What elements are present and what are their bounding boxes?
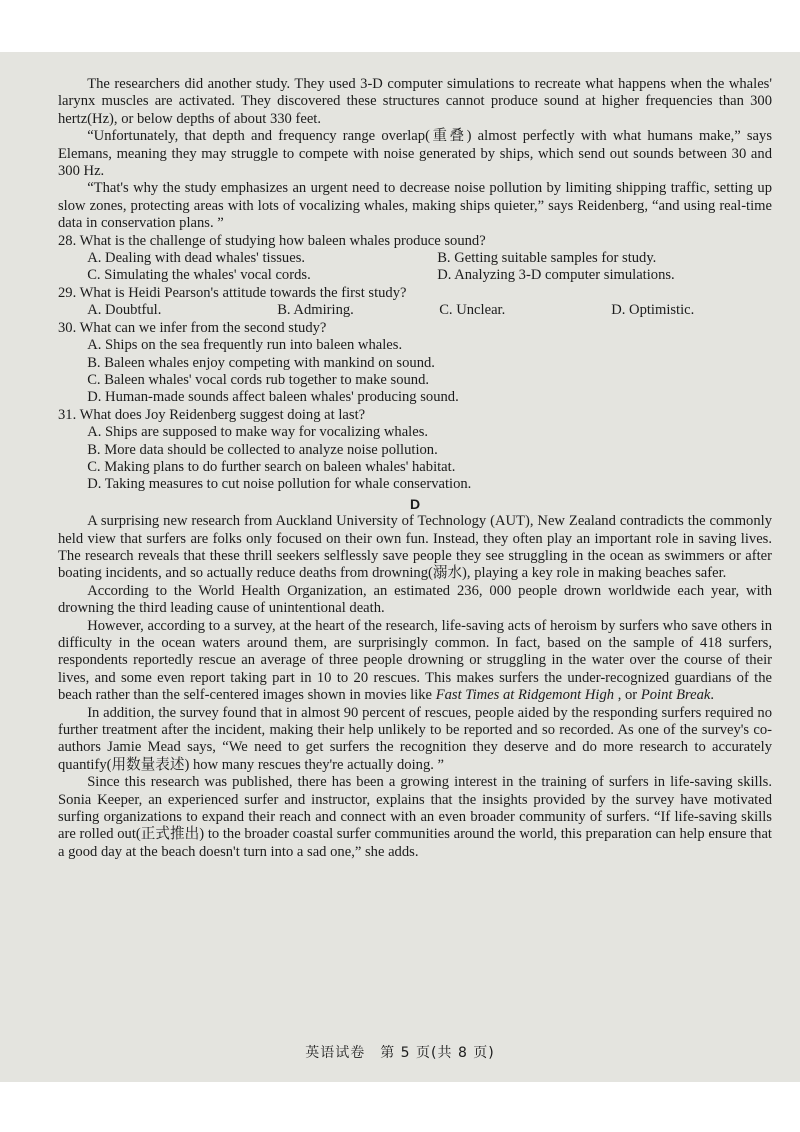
- exam-page: [0, 52, 800, 1082]
- option-a: A. Doubtful.: [87, 302, 162, 319]
- question-stem: 29. What is Heidi Pearson's attitude towards the first study?: [58, 284, 407, 301]
- question-stem: 31. What does Joy Reidenberg suggest doing at last?: [58, 406, 366, 423]
- question-28: [58, 233, 772, 285]
- paragraph-text: However, according to a survey, at the heart of the research, life-saving acts of heroism by surfers who save others in difficulty in the ocean waters around them, are surprisingly common. In fact, based on the sample of 418 surfers, respondents reportedly rescue an average of three people drowning or struggling in the water over the course of their lives, and some even report taking part in 10 to 20 rescues. This makes surfers the under-recognized guardians of the beach rather than the self-centered images shown in movies like: [58, 617, 772, 704]
- option-b: B. More data should be collected to analyze noise pollution.: [87, 441, 438, 458]
- question-30: [58, 320, 772, 407]
- option-b: B. Admiring.: [277, 302, 354, 319]
- option-a: A. Ships on the sea frequently run into baleen whales.: [87, 337, 403, 354]
- passage-d-paragraph-5: Since this research was published, there has been a growing interest in the training of surfers in life-saving skills. Sonia Keeper, an experienced surfer and instructor, explains that the insights provided by the survey have motivated surfing organizations to expand their reach and connect with an even broader community of surfers. “If life-saving skills are rolled out(正式推出) to the broader coastal surfer communities around the world, this preparation can help ensure that a good day at the beach doesn't turn into a sad one,” she adds.: [58, 774, 772, 860]
- question-options: [58, 302, 772, 319]
- page-footer: 英语试卷 第 5 页(共 8 页): [305, 1045, 495, 1061]
- option-d: D. Analyzing 3-D computer simulations.: [437, 267, 675, 284]
- question-options: [58, 250, 772, 285]
- page-content: [58, 76, 772, 861]
- question-29: [58, 285, 772, 320]
- question-stem: 28. What is the challenge of studying how baleen whales produce sound?: [58, 232, 486, 249]
- movie-title: Point Break: [640, 687, 711, 704]
- question-31: [58, 407, 772, 494]
- option-c: C. Baleen whales' vocal cords rub together to make sound.: [87, 371, 430, 388]
- option-c: C. Making plans to do further search on baleen whales' habitat.: [87, 458, 456, 475]
- passage-d-paragraph-4: In addition, the survey found that in almost 90 percent of rescues, people aided by the responding surfers required no further treatment after the incident, making their help unlikely to be reported and so recorded. As one of the survey's co-authors Jamie Mead says, “We need to get surfers the recognition they deserve and do more research to accurately quantify(用数量表述) how many rescues they're actually doing. ”: [58, 704, 772, 773]
- section-heading: D: [409, 495, 421, 512]
- passage-d-paragraph-3: [58, 618, 772, 705]
- paragraph-end: .: [710, 687, 715, 704]
- option-d: D. Human-made sounds affect baleen whales' producing sound.: [87, 389, 459, 406]
- option-a: A. Dealing with dead whales' tissues.: [87, 250, 306, 267]
- option-a: A. Ships are supposed to make way for vocalizing whales.: [87, 424, 429, 441]
- option-b: B. Getting suitable samples for study.: [437, 250, 657, 267]
- passage-c-paragraph-1: The researchers did another study. They used 3-D computer simulations to recreate what happens when the whales' larynx muscles are activated. They discovered these structures cannot produce sound at higher frequencies than 300 hertz(Hz), or below depths of about 330 feet.: [58, 76, 772, 127]
- option-d: D. Taking measures to cut noise pollution for whale conservation.: [87, 476, 472, 493]
- option-c: C. Simulating the whales' vocal cords.: [87, 267, 311, 284]
- question-stem: 30. What can we infer from the second study?: [58, 319, 327, 336]
- movie-title: Fast Times at Ridgemont High: [435, 687, 615, 704]
- passage-d-paragraph-1: A surprising new research from Auckland University of Technology (AUT), New Zealand contradicts the commonly held view that surfers are folks only focused on their own fun. Instead, they often play an important role in saving lives. The research reveals that these thrill seekers selflessly save people they see struggling in the ocean as swimmers or after boating incidents, and so actually reduce deaths from drowning(溺水), playing a key role in making beaches safer.: [58, 513, 772, 582]
- passage-d-paragraph-2: According to the World Health Organization, an estimated 236, 000 people drown worldwide each year, with drowning the third leading cause of unintentional death.: [58, 582, 772, 617]
- option-c: C. Unclear.: [439, 302, 506, 319]
- passage-c-paragraph-3: “That's why the study emphasizes an urgent need to decrease noise pollution by limiting shipping traffic, setting up slow zones, protecting areas with lots of vocalizing whales, making ships quieter,” says Reidenberg, “and using real-time data in conservation plans. ”: [58, 180, 772, 232]
- separator-text: , or: [614, 687, 641, 704]
- option-d: D. Optimistic.: [611, 302, 695, 319]
- passage-c-paragraph-2: “Unfortunately, that depth and frequency range overlap(重叠) almost perfectly with what humans make,” says Elemans, meaning they may struggle to compete with noise generated by ships, which send out sounds between 30 and 300 Hz.: [58, 128, 772, 180]
- option-b: B. Baleen whales enjoy competing with mankind on sound.: [87, 354, 435, 371]
